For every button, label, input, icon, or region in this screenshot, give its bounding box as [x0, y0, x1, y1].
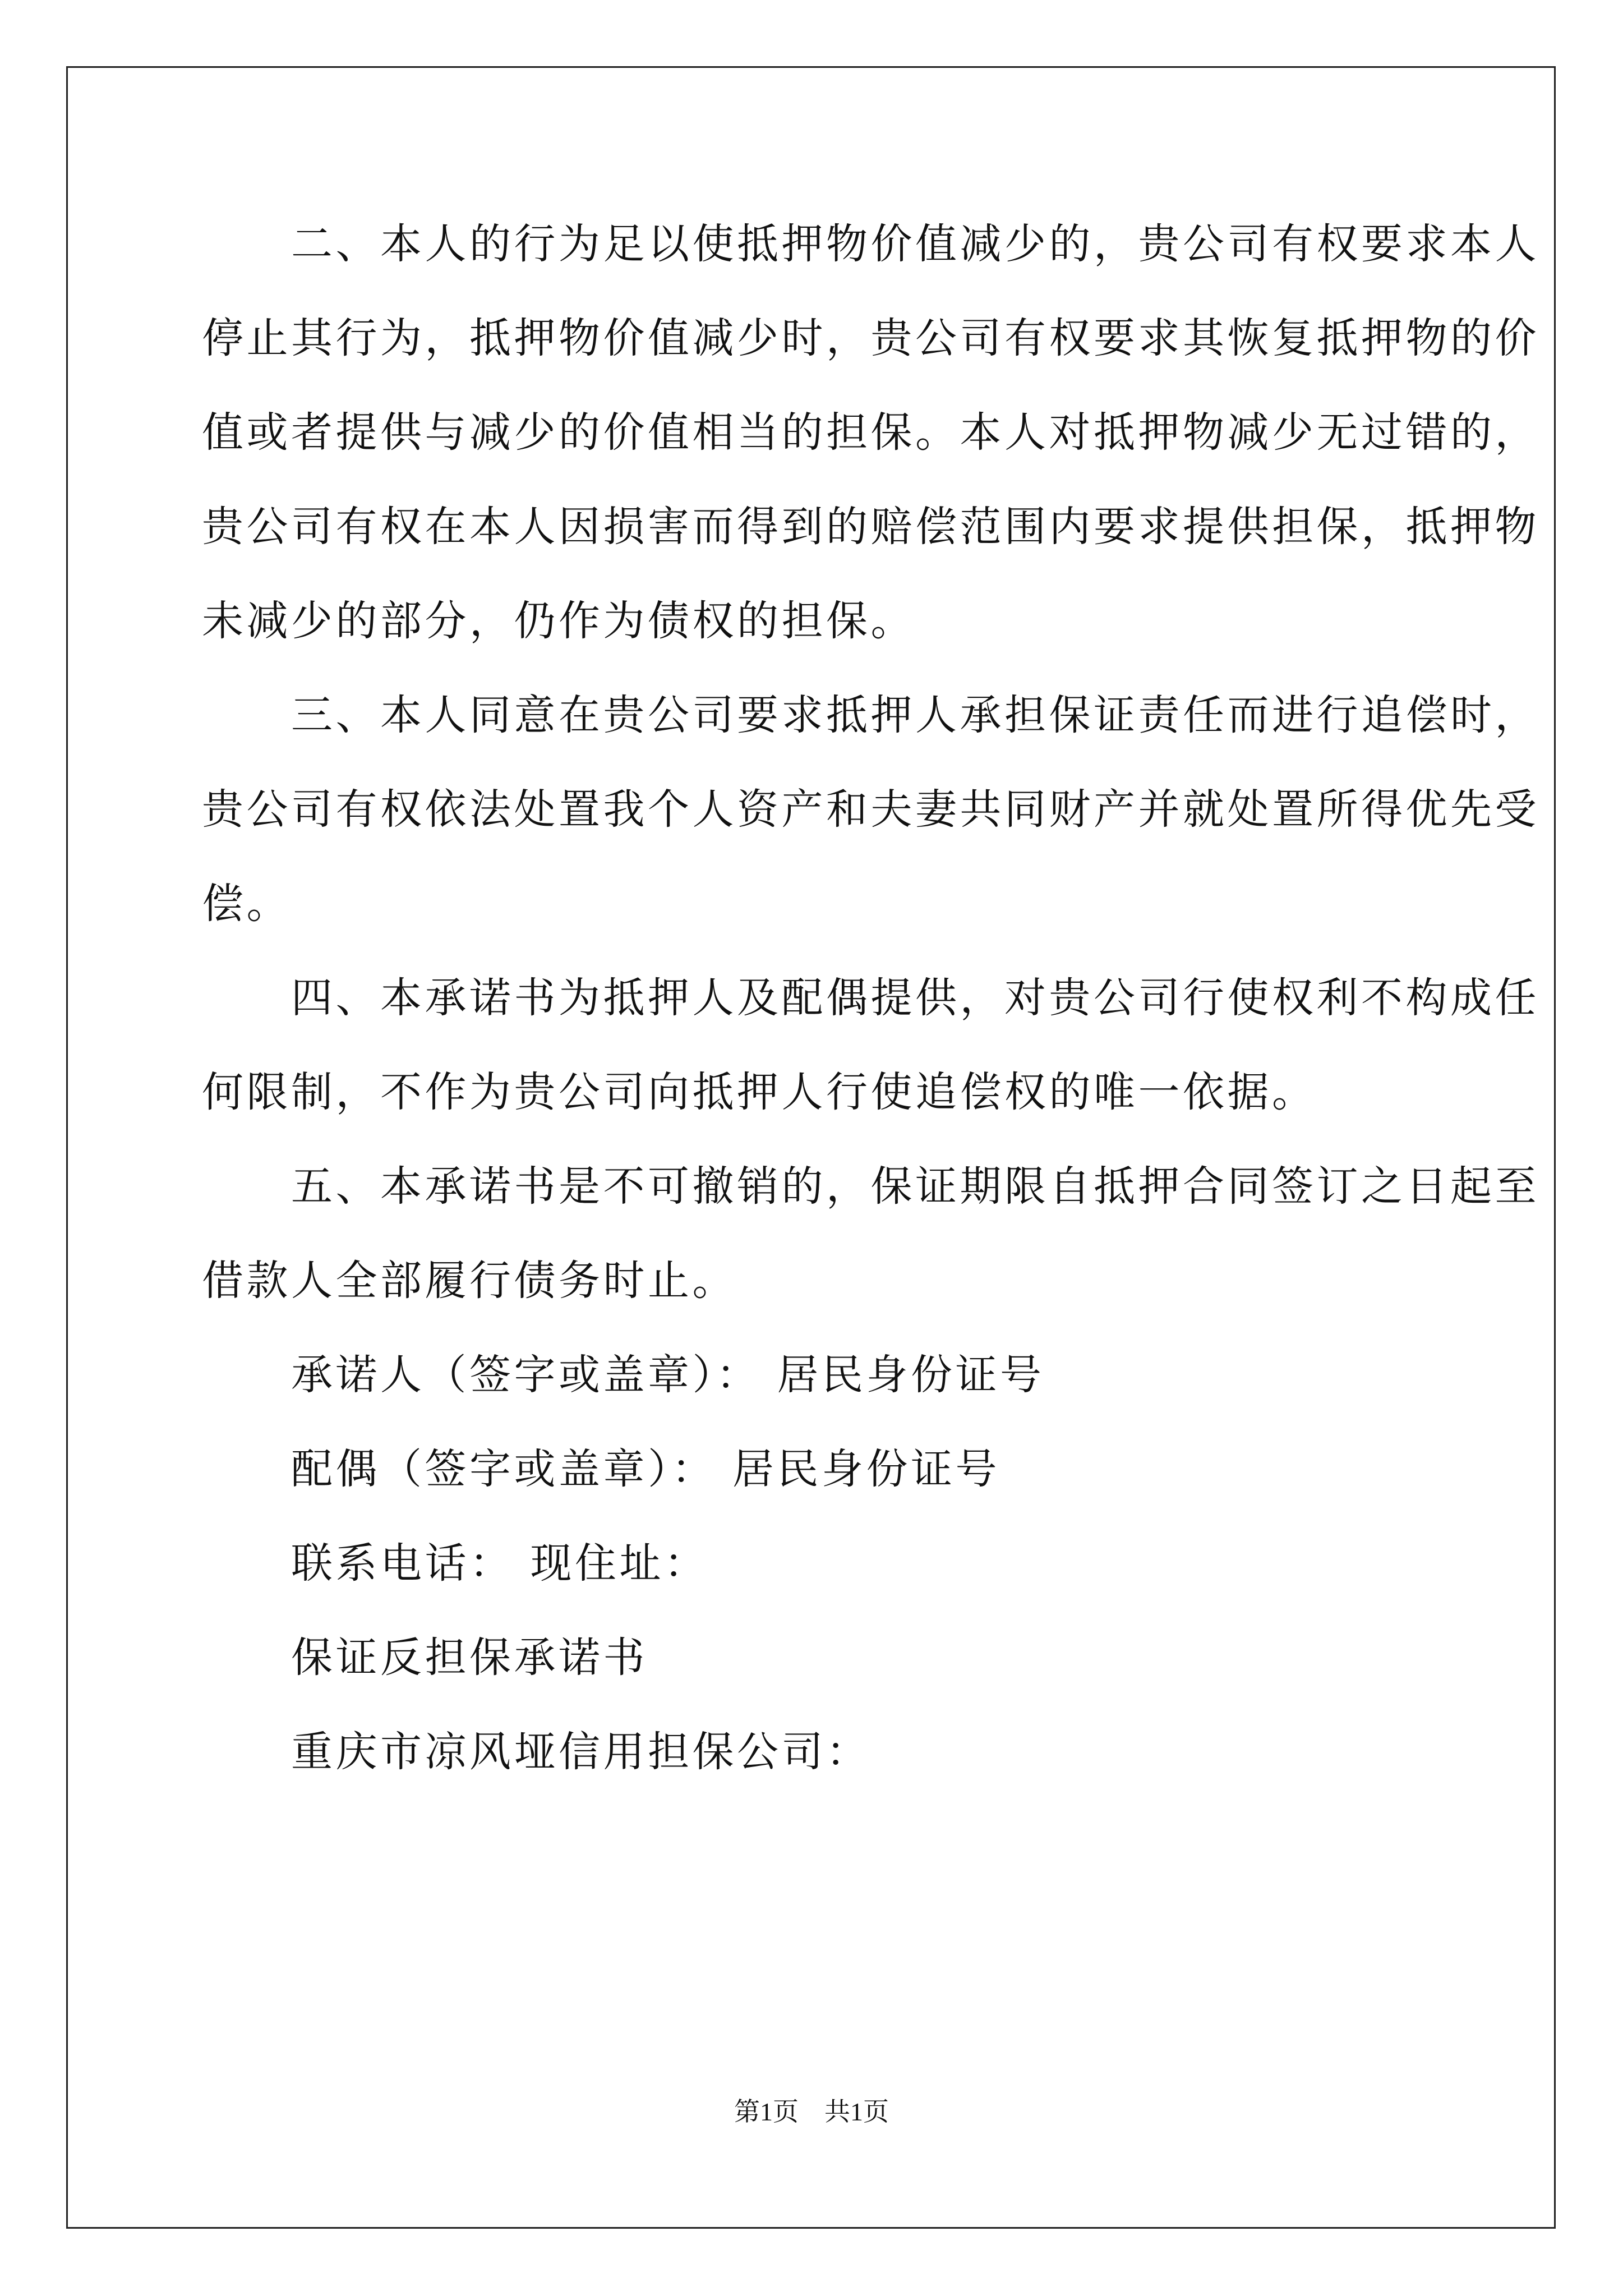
paragraph-2-line-4: 贵公司有权在本人因损害而得到的赔偿范围内要求提供担保，抵押物 — [202, 503, 1539, 551]
page-number-footer: 第1页 共1页 — [734, 2097, 889, 2126]
paragraph-2-line-3: 值或者提供与减少的价值相当的担保。本人对抵押物减少无过错的， — [202, 408, 1539, 457]
paragraph-4-line-2: 何限制，不作为贵公司向抵押人行使追偿权的唯一依据。 — [202, 1068, 1317, 1116]
paragraph-4-line-1: 四、本承诺书为抵押人及配偶提供，对贵公司行使权利不构成任 — [202, 974, 1539, 1022]
paragraph-3-line-3: 偿。 — [202, 880, 291, 928]
paragraph-5-line-2: 借款人全部履行债务时止。 — [202, 1257, 737, 1305]
paragraph-3-line-2: 贵公司有权依法处置我个人资产和夫妻共同财产并就处置所得优先受 — [202, 785, 1539, 834]
contact-line: 联系电话： 现住址： — [202, 1539, 709, 1588]
spouse-signature-line: 配偶（签字或盖章）： 居民身份证号 — [202, 1445, 1000, 1493]
paragraph-2-line-1: 二、本人的行为足以使抵押物价值减少的，贵公司有权要求本人 — [202, 220, 1539, 268]
paragraph-2-line-2: 停止其行为，抵押物价值减少时，贵公司有权要求其恢复抵押物的价 — [202, 314, 1539, 362]
next-document-title: 保证反担保承诺书 — [202, 1634, 648, 1682]
paragraph-3-line-1: 三、本人同意在贵公司要求抵押人承担保证责任而进行追偿时， — [202, 691, 1539, 739]
paragraph-2-line-5: 未减少的部分，仍作为债权的担保。 — [202, 597, 915, 645]
addressee-line: 重庆市凉风垭信用担保公司： — [202, 1728, 871, 1776]
page-border — [66, 66, 1556, 2229]
paragraph-5-line-1: 五、本承诺书是不可撤销的，保证期限自抵押合同签订之日起至 — [202, 1162, 1539, 1211]
promisor-signature-line: 承诺人（签字或盖章）： 居民身份证号 — [202, 1351, 1045, 1399]
